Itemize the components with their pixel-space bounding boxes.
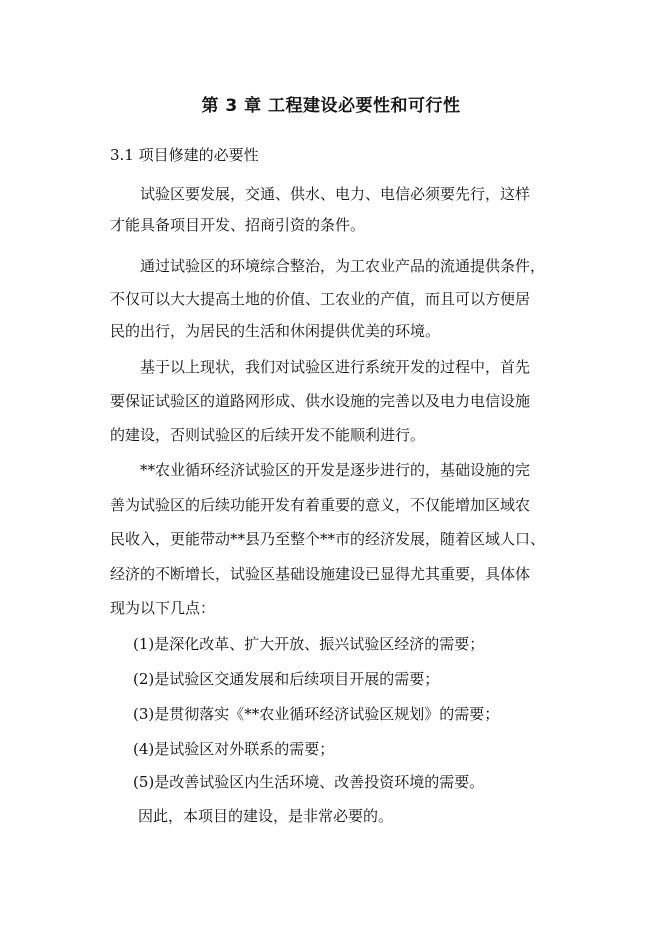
paragraph-line: 的建设，否则试验区的后续开发不能顺利进行。 xyxy=(110,426,426,444)
list-item: (1)是深化改革、扩大开放、振兴试验区经济的需要； xyxy=(133,635,485,653)
paragraph-line: 才能具备项目开发、招商引资的条件。 xyxy=(110,216,366,234)
paragraph-line: 不仅可以大大提高土地的价值、工农业的产值，而且可以方便居 xyxy=(110,290,531,308)
list-item: (3)是贯彻落实《**农业循环经济试验区规划》的需要； xyxy=(133,705,500,723)
list-item: (4)是试验区对外联系的需要； xyxy=(133,740,335,758)
paragraph-line: 通过试验区的环境综合整治，为工农业产品的流通提供条件， xyxy=(140,257,546,275)
list-item: (2)是试验区交通发展和后续项目开展的需要； xyxy=(133,670,440,688)
paragraph-line: 经济的不断增长，试验区基础设施建设已显得尤其重要，具体体 xyxy=(110,565,531,583)
conclusion-text: 因此，本项目的建设，是非常必要的。 xyxy=(138,807,394,825)
paragraph-line: 民收入，更能带动**县乃至整个**市的经济发展，随着区域人口、 xyxy=(110,530,546,548)
paragraph-line: 民的出行，为居民的生活和休闲提供优美的环境。 xyxy=(110,322,441,340)
paragraph-line: 要保证试验区的道路网形成、供水设施的完善以及电力电信设施 xyxy=(110,392,531,410)
paragraph-line: 善为试验区的后续功能开发有着重要的意义，不仅能增加区域农 xyxy=(110,496,531,514)
section-title: 3.1 项目修建的必要性 xyxy=(110,146,259,164)
paragraph-line: **农业循环经济试验区的开发是逐步进行的，基础设施的完 xyxy=(140,461,531,479)
list-item: (5)是改善试验区内生活环境、改善投资环境的需要。 xyxy=(133,773,485,791)
paragraph-line: 试验区要发展，交通、供水、电力、电信必须要先行，这样 xyxy=(140,185,531,203)
paragraph-line: 现为以下几点： xyxy=(110,599,216,617)
chapter-title: 第 3 章 工程建设必要性和可行性 xyxy=(201,96,461,116)
paragraph-line: 基于以上现状，我们对试验区进行系统开发的过程中，首先 xyxy=(140,358,531,376)
